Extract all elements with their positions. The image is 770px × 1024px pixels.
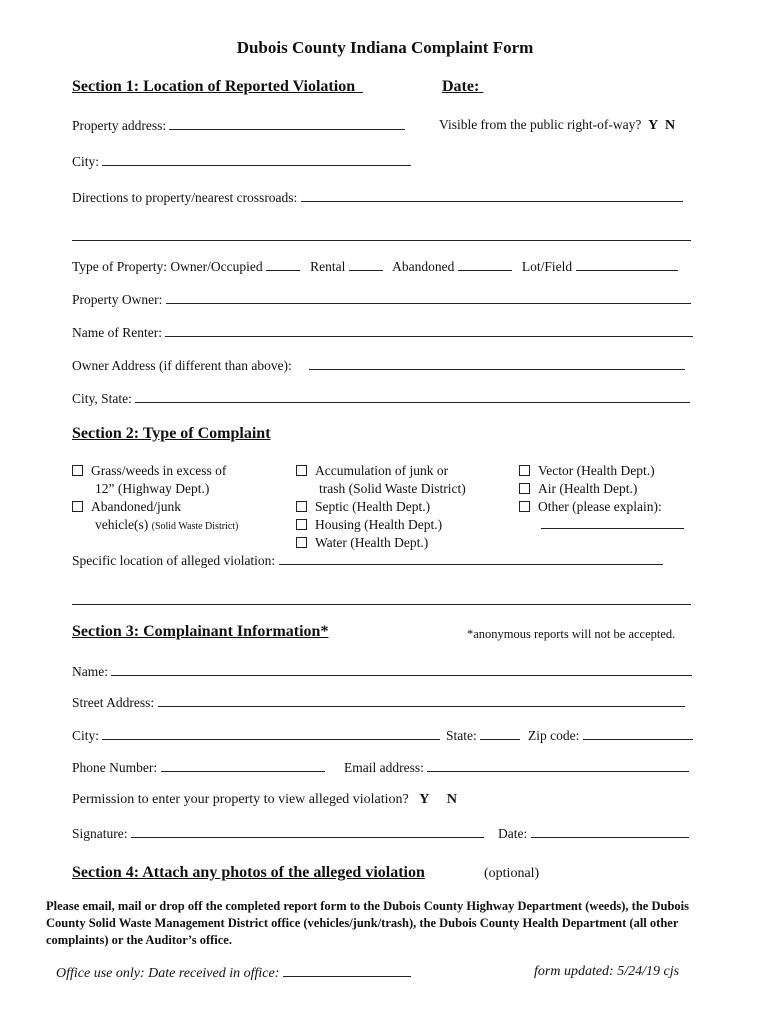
submission-instructions: Please email, mail or drop off the completed report form to the Dubois County Highway Department (weeds), the Dubois County Solid Waste Management District office (vehicles/junk/trash), the Dubois County Health Department (all other complaints) or the Auditor’s office. (46, 899, 689, 947)
owner-address-label: Owner Address (if different than above): (72, 358, 292, 373)
renter-name-field[interactable] (72, 324, 693, 341)
phone-number-label: Phone Number: (72, 760, 158, 775)
name-field[interactable] (72, 663, 692, 680)
section2-heading: Section 2: Type of Complaint (72, 425, 271, 442)
signature-label: Signature: (72, 826, 128, 841)
owner-address-field[interactable] (72, 357, 685, 374)
specific-location-line-2[interactable] (72, 592, 691, 605)
section4-heading: Section 4: Attach any photos of the alleged violation (72, 864, 425, 881)
date-label: Date: (442, 78, 480, 95)
signature-date-field[interactable] (498, 825, 689, 842)
checkbox-grass-weeds[interactable]: Grass/weeds in excess of (72, 462, 238, 480)
checkbox-other[interactable]: Other (please explain): (519, 498, 684, 516)
signature-field[interactable] (72, 825, 484, 842)
checkbox-icon[interactable] (72, 501, 83, 512)
visible-yes-option[interactable]: Y (648, 118, 659, 133)
page-title: Dubois County Indiana Complaint Form (236, 38, 534, 57)
property-owner-field[interactable] (72, 291, 691, 308)
property-owner-label: Property Owner: (72, 292, 163, 307)
state-field[interactable] (446, 727, 520, 744)
checkbox-icon[interactable] (519, 483, 530, 494)
type-lot-field[interactable]: Lot/Field (522, 259, 678, 274)
signature-date-label: Date: (498, 826, 528, 841)
property-address-label: Property address: (72, 118, 167, 133)
visible-from-row-question: Visible from the public right-of-way? Y N (439, 117, 676, 133)
checkbox-accumulation-junk[interactable]: Accumulation of junk or (296, 462, 466, 480)
specific-location-field[interactable] (72, 552, 663, 569)
anonymous-note: *anonymous reports will not be accepted. (467, 627, 676, 641)
street-address-label: Street Address: (72, 695, 155, 710)
complaint-column-3 (519, 462, 684, 534)
checkbox-icon[interactable] (296, 465, 307, 476)
type-abandoned[interactable]: Abandoned (392, 259, 512, 274)
checkbox-icon[interactable] (296, 519, 307, 530)
abandoned-vehicle-detail: vehicle(s) (Solid Waste District) (95, 517, 239, 532)
permission-question: Permission to enter your property to view alleged violation? Y N (72, 792, 457, 807)
checkbox-icon[interactable] (519, 465, 530, 476)
city-state-label: City, State: (72, 391, 132, 406)
renter-name-label: Name of Renter: (72, 325, 162, 340)
email-label: Email address: (344, 760, 424, 775)
property-type-label: Type of Property: (72, 259, 168, 274)
optional-note: (optional) (484, 866, 540, 881)
checkbox-abandoned-vehicle[interactable]: Abandoned/junk (72, 498, 238, 516)
section3-heading: Section 3: Complainant Information* (72, 623, 329, 640)
checkbox-septic[interactable]: Septic (Health Dept.) (296, 498, 466, 516)
checkbox-icon[interactable] (296, 537, 307, 548)
directions-field[interactable] (72, 189, 683, 206)
office-use-label: Office use only: Date received in office: (56, 966, 280, 981)
checkbox-water[interactable]: Water (Health Dept.) (296, 534, 466, 552)
permission-yes-option[interactable]: Y (419, 792, 430, 807)
zip-code-label: Zip code: (528, 728, 580, 743)
state-label: State: (446, 728, 477, 743)
directions-label: Directions to property/nearest crossroads: (72, 190, 298, 205)
checkbox-icon[interactable] (72, 465, 83, 476)
checkbox-icon[interactable] (519, 501, 530, 512)
complaint-column-1 (72, 462, 238, 536)
city-label: City: (72, 154, 100, 169)
checkbox-vector[interactable]: Vector (Health Dept.) (519, 462, 684, 480)
other-explain-field[interactable] (519, 516, 684, 534)
phone-number-field[interactable] (72, 759, 325, 776)
city-state-field[interactable] (72, 390, 690, 407)
permission-no-option[interactable]: N (446, 792, 457, 807)
complainant-city-label: City: (72, 728, 100, 743)
street-address-field[interactable] (72, 694, 685, 711)
office-use-field[interactable] (56, 964, 411, 982)
accumulation-detail: trash (Solid Waste District) (319, 481, 466, 496)
complaint-column-2 (296, 462, 466, 552)
checkbox-air[interactable]: Air (Health Dept.) (519, 480, 684, 498)
checkbox-icon[interactable] (296, 501, 307, 512)
email-field[interactable] (344, 759, 689, 776)
city-field[interactable] (72, 153, 411, 170)
section1-heading: Section 1: Location of Reported Violation (72, 78, 356, 95)
property-address-field[interactable] (72, 117, 405, 134)
directions-line-2[interactable] (72, 228, 691, 241)
type-owner-occupied[interactable]: Owner/Occupied (170, 259, 300, 274)
complainant-city-field[interactable] (72, 727, 440, 744)
form-updated-note: form updated: 5/24/19 cjs (534, 964, 680, 979)
name-label: Name: (72, 664, 108, 679)
property-type-row (72, 258, 678, 275)
visible-no-option[interactable]: N (665, 118, 676, 133)
zip-code-field[interactable] (528, 727, 693, 744)
type-rental[interactable]: Rental (310, 259, 383, 274)
grass-weeds-detail: 12” (Highway Dept.) (95, 481, 210, 496)
date-field[interactable] (442, 78, 683, 96)
specific-location-label: Specific location of alleged violation: (72, 553, 276, 568)
checkbox-housing[interactable]: Housing (Health Dept.) (296, 516, 466, 534)
